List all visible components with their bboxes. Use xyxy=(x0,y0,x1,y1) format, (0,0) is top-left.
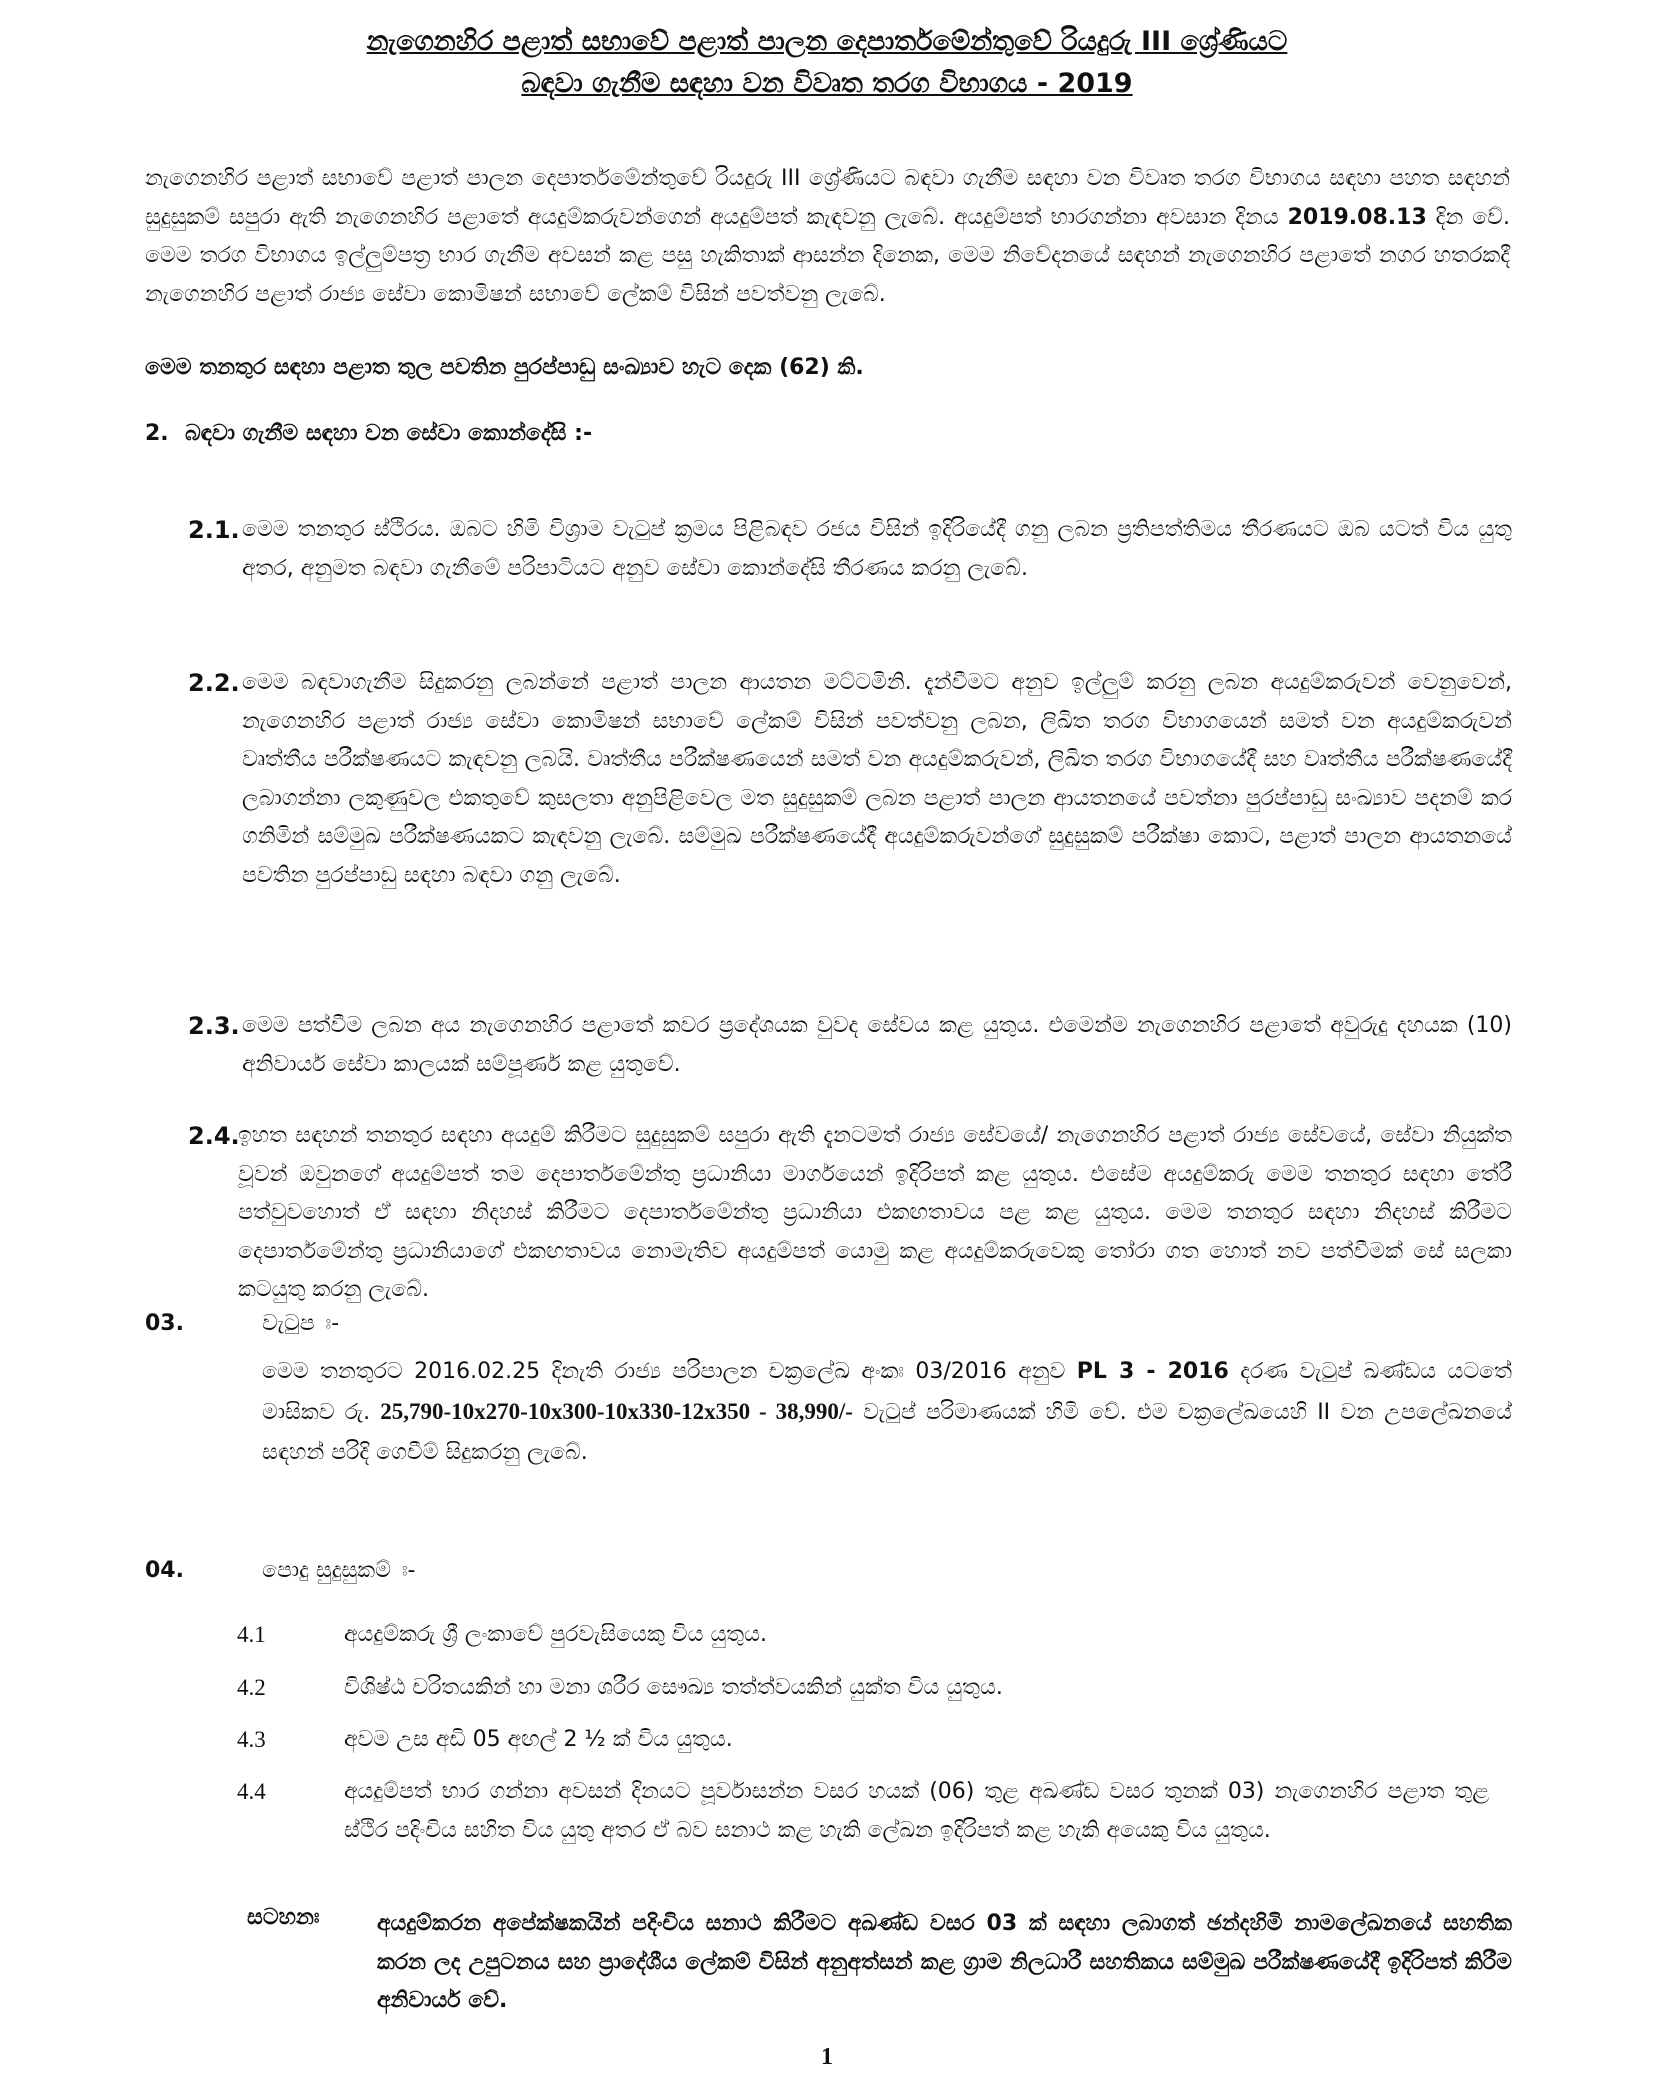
condition-number: 2.3. xyxy=(188,1012,240,1040)
salary-text-part3: වැටුප් පරිමාණයක් හිමි වේ. එම චක්‍රලේඛයෙහි II වන උපලේඛනයේ සඳහන් පරිදි ගෙවීම් සිදුකරනු ලැබේ. xyxy=(262,1400,1512,1465)
intro-paragraph xyxy=(145,160,1510,314)
qualification-number: 4.2 xyxy=(237,1675,266,1700)
qualification-number: 4.4 xyxy=(237,1779,266,1804)
condition-text: මෙම තනතුර ස්ථිරය. ඔබට හිමි විශ්‍රාම වැටුප් ක්‍රමය පිළිබඳව රජය විසින් ඉදිරියේදී ගනු ලබන ප්‍රතිපත්තිමය තීරණයට ඔබ යටත් විය යුතු අතර, අනුමත බඳවා ගැනීමේ පරිපාටියට අනුව සේවා කොන්දේසි තීරණය කරනු ලැබේ. xyxy=(242,517,1512,581)
document-title-line1: නැගෙනහිර පළාත් සභාවේ පළාත් පාලන දෙපාර්තමේන්තුවේ රියදුරු III ශ්‍රේණියට xyxy=(366,26,1288,57)
vacancy-count: මෙම තනතුර සඳහා පළාත තුල පවතින පුරප්පාඩු සංඛ්‍යාව හැට දෙක (62) කි. xyxy=(145,355,864,380)
salary-paragraph xyxy=(262,1352,1512,1473)
condition-number: 2.4. xyxy=(188,1122,240,1150)
qualification-text: අයදුම්පත් භාර ගන්නා අවසන් දිනයට පූර්වාසන්න වසර හයක් (06) තුළ අඛණ්ඩ වසර තුනක් 03) නැගෙනහිර පළාත තුළ ස්ථිර පදිංචිය සහිත විය යුතු අතර ඒ බව සනාථ කළ හැකි ලේඛන ඉදිරිපත් කළ හැකි අයෙකු විය යුතුය. xyxy=(344,1779,1489,1843)
intro-text-part2: දින වේ. මෙම තරග විභාගය ඉල්ලුම්පත්‍ර භාර ගැනීම අවසන් කළ පසු හැකිතාක් ආසන්න දිනෙක, මෙම නිවේදනයේ සඳහන් නැගෙනහිර පළාතේ නගර හතරකදී නැගෙනහිර පළාත් රාජ්‍ය සේවා කොමිෂන් සභාවේ ලේකම් විසින් පවත්වනු ලැබේ. xyxy=(145,204,1510,307)
condition-text: ඉහත සඳහන් තනතුර සඳහා අයදුම් කිරීමට සුදුසුකම් සපුරා ඇති දැනටමත් රාජ්‍ය සේවයේ/ නැගෙනහිර පළාත් රාජ්‍ය සේවයේ, සේවා නියුක්ත වූවන් ඔවුනගේ අයදුම්පත් තම දෙපාර්තමේන්තු ප්‍රධානියා මාර්ගයෙන් ඉදිරිපත් කළ යුතුය. එසේම අයදුම්කරු මෙම තනතුර සඳහා තේරී පත්වුවහොත් ඒ සඳහා නිදහස් කිරීමට දෙපාර්තමේන්තු ප්‍රධානියා එකඟතාවය පළ කළ යුතුය. මෙම තනතුර සඳහා නිදහස් කිරීමට දෙපාර්තමේන්තු ප්‍රධානියාගේ එකඟතාවය නොමැතිව අයදුම්පත් යොමු කළ අයදුම්කරුවෙකු තෝරා ගත හොත් නව පත්වීමක් සේ සලකා කටයුතු කරනු ලැබේ. xyxy=(238,1123,1512,1302)
section2-number: 2. xyxy=(145,421,169,446)
salary-text-part1: මෙම තනතුරට 2016.02.25 දිනැති රාජ්‍ය පරිපාලන චක්‍රලේඛ අංකඃ 03/2016 අනුව xyxy=(262,1359,1077,1384)
qualification-text: විශිෂ්ඨ චරිතයකින් හා මනා ශරීර සෞඛ්‍ය තත්ත්වයකින් යුක්ත විය යුතුය. xyxy=(344,1675,1003,1700)
qualification-number: 4.1 xyxy=(237,1622,266,1647)
qualification-number: 4.3 xyxy=(237,1727,266,1752)
document-title-line2: බඳවා ගැනීම සඳහා වන විවෘත තරග විභාගය - 2019 xyxy=(521,68,1133,99)
section2-heading: බඳවා ගැනීම සඳහා වන සේවා කොන්දේසි :- xyxy=(185,421,593,446)
page-number: 1 xyxy=(821,2044,833,2070)
section3-number: 03. xyxy=(145,1311,184,1336)
salary-scale: 25,790-10x270-10x300-10x330-12x350 - 38,990/- xyxy=(380,1399,853,1424)
closing-date: 2019.08.13 xyxy=(1287,204,1427,230)
section3-heading: වැටුප ඃ- xyxy=(262,1311,340,1336)
qualification-text: අවම උස අඩි 05 අඟල් 2 ½ ක් විය යුතුය. xyxy=(344,1727,733,1752)
section4-number: 04. xyxy=(145,1558,184,1583)
qualification-text: අයදුම්කරු ශ්‍රී ලංකාවේ පුරවැසියෙකු විය යුතුය. xyxy=(344,1622,767,1647)
intro-text-part1: නැගෙනහිර පළාත් සභාවේ පළාත් පාලන දෙපාර්තමේන්තුවේ රියදුරු III ශ්‍රේණියට බඳවා ගැනීම සඳහා වන විවෘත තරග විභාගය සඳහා පහත සඳහන් සුදුසුකම් සපුරා ඇති නැගෙනහිර පළාතේ අයදුම්කරුවන්ගෙන් අයදුම්පත් කැඳවනු ලැබේ. අයදුම්පත් භාරගන්නා අවසාන දිනය xyxy=(145,166,1510,230)
condition-text: මෙම පත්වීම ලබන අය නැගෙනහිර පළාතේ කවර ප්‍රදේශයක වුවද සේවය කළ යුතුය. එමෙන්ම නැගෙනහිර පළාතේ අවුරුදු දහයක (10) අනිවාර්ය සේවා කාලයක් සම්පූර්ණ කළ යුතුවේ. xyxy=(242,1013,1512,1077)
condition-number: 2.1. xyxy=(188,516,240,544)
note-label: සටහනඃ xyxy=(247,1905,320,1930)
condition-number: 2.2. xyxy=(188,669,240,697)
note-text: අයදුම්කරන අපේක්ෂකයින් පදිංචිය සනාථ කිරීමට අඛණ්ඩ වසර 03 ක් සඳහා ලබාගත් ඡන්දහිමි නාමලේඛනයේ සහතික කරන ලද උපුටනය සහ ප්‍රාදේශීය ලේකම් විසින් අනුඅත්සන් කළ ග්‍රාම නිලධාරී සහතිකය සම්මුඛ පරීක්ෂණයේදී ඉදිරිපත් කිරීම අනිවාර්ය වේ. xyxy=(377,1911,1512,2013)
salary-text-part2: දරණ වැටුප් ඛණ්ඩය යටතේ මාසිකව රු. xyxy=(262,1359,1512,1425)
condition-text: මෙම බඳවාගැනීම සිදුකරනු ලබන්නේ පළාත් පාලන ආයතන මට්ටමිනි. දැන්වීමට අනුව ඉල්ලුම් කරනු ලබන අයදුම්කරුවන් වෙනුවෙන්, නැගෙනහිර පළාත් රාජ්‍ය සේවා කොමිෂන් සභාවේ ලේකම් විසින් පවත්වනු ලබන, ලිඛිත තරග විභාගයෙන් සමත් වන අයදුම්කරුවන් වෘත්තීය පරීක්ෂණයට කැඳවනු ලබයි. වෘත්තීය පරීක්ෂණයෙන් සමත් වන අයදුම්කරුවන්, ලිඛිත තරග විභාගයේදී සහ වෘත්තීය පරීක්ෂණයේදී ලබාගන්නා ලකුණුවල එකතුවේ කුසලතා අනුපිළිවෙල මත සුදුසුකම් ලබන පළාත් පාලන ආයතනයේ පවත්නා පුරප්පාඩු සංඛ්‍යාව පදනම් කර ගනිමින් සම්මුඛ පරීක්ෂණයකට කැඳවනු ලැබේ. සම්මුඛ පරීක්ෂණයේදී අයදුම්කරුවන්ගේ සුදුසුකම් පරීක්ෂා කොට, පළාත් පාලන ආයතනයේ පවතින පුරප්පාඩු සඳහා බඳවා ගනු ලැබේ. xyxy=(242,670,1512,888)
salary-code: PL 3 - 2016 xyxy=(1076,1359,1229,1384)
section4-heading: පොදු සුදුසුකම් ඃ- xyxy=(262,1558,416,1583)
